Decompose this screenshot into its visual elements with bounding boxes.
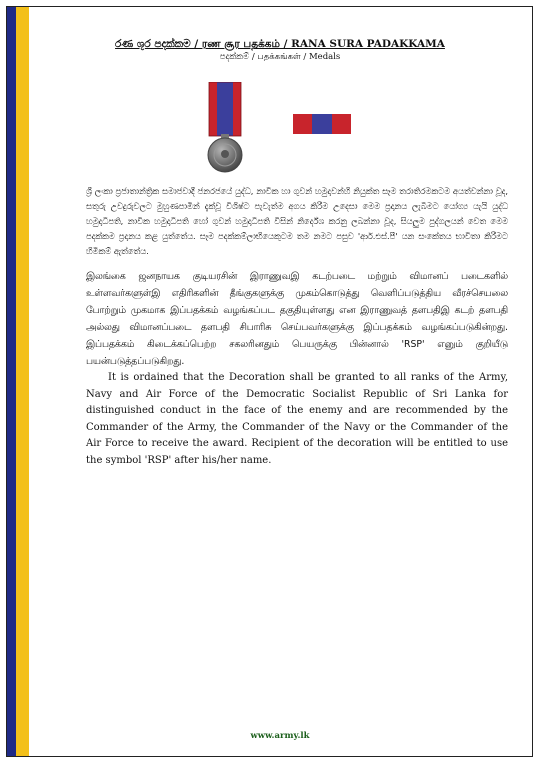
blue-side-stripe: [7, 7, 16, 756]
ribbon-bar-image: [293, 114, 351, 134]
sinhala-paragraph: ශ්‍රී ලංකා ප්‍රජාතාන්ත්‍රික සමාජවාදී ජනරජයේ යුද්ධ, නාවික හා ගුවන් හමුදාවන්හි නියුක්ත සෑම තරාතිරමකටම අයත්වන්නා වූද, සතුරු උවදුරුවලට මුහුණපාමින් දැක්වූ විශිෂ්ට පැවැත්ම අගය කිරීම උදෙසා මෙම ප්‍රදානය ලැබීමට යෝග්‍ය යැයි යුද්ධ හමුදාධිපති, නාවික හමුදාධිපති හෝ ගුවන් හමුදාධිපති විසින් නිර්දේශ කරනු ලබන්නා වූද, සියලුම පුද්ගලයන් වෙත මෙම පදක්කම ප්‍රදානය කළ යුත්තේය. සෑම පදක්කම්ලාභියෙකුටම තම නමට පසුව 'ආර්.එස්.පී' යන සංකේතය භාවිතා කිරීමට හිමිකම් ඇත්තේය.: [86, 186, 508, 256]
page-subtitle: පදක්කම් / பதக்கங்கள் / Medals: [219, 52, 341, 62]
page-title: රණ ශූර පදක්කම / ரண சூர பதக்கம் / RANA SURA PADAKKAMA: [115, 38, 445, 50]
tamil-paragraph: இலங்கை ஜனநாயக குடியரசின் இராணுவஇ கடற்படை மற்றும் விமானப் படைகளில் உள்ளவர்களுள்இ எதிரிகளின் தீங்குகளுக்கு முகம்கொடுத்து வெளிப்படுத்திய வீரச்செயலை போற்றும் முகமாக இப்பதக்கம் வழங்கப்பட தகுதியுள்ளது என இராணுவத் தளபதிஇ கடற் தளபதி அல்லது விமானப்படை தளபதி சிபாரிசு செய்பவர்களுக்கு இப்பதக்கம் வழங்கப்படுகின்றது. இப்பதக்கம் கிடைக்கப்பெற்ற சகலரினதும் பெயருக்கு பின்னால் 'RSP' எனும் குறியீடு பயன்படுத்தப்படுகிறது.: [86, 271, 508, 367]
gold-side-stripe: [16, 7, 29, 756]
english-paragraph: It is ordained that the Decoration shall be granted to all ranks of the Army, Navy and Air Force of the Democratic Socialist Republic of Sri Lanka for distinguished conduct in the face of the enemy and are recommended by the Commander of the Army, the Commander of the Navy or the Commander of the Air Force to receive the award. Recipient of the decoration will be entitled to use the symbol 'RSP' after his/her name.: [86, 372, 508, 466]
medal-image: [205, 82, 245, 174]
website-link[interactable]: www.army.lk: [250, 731, 310, 741]
